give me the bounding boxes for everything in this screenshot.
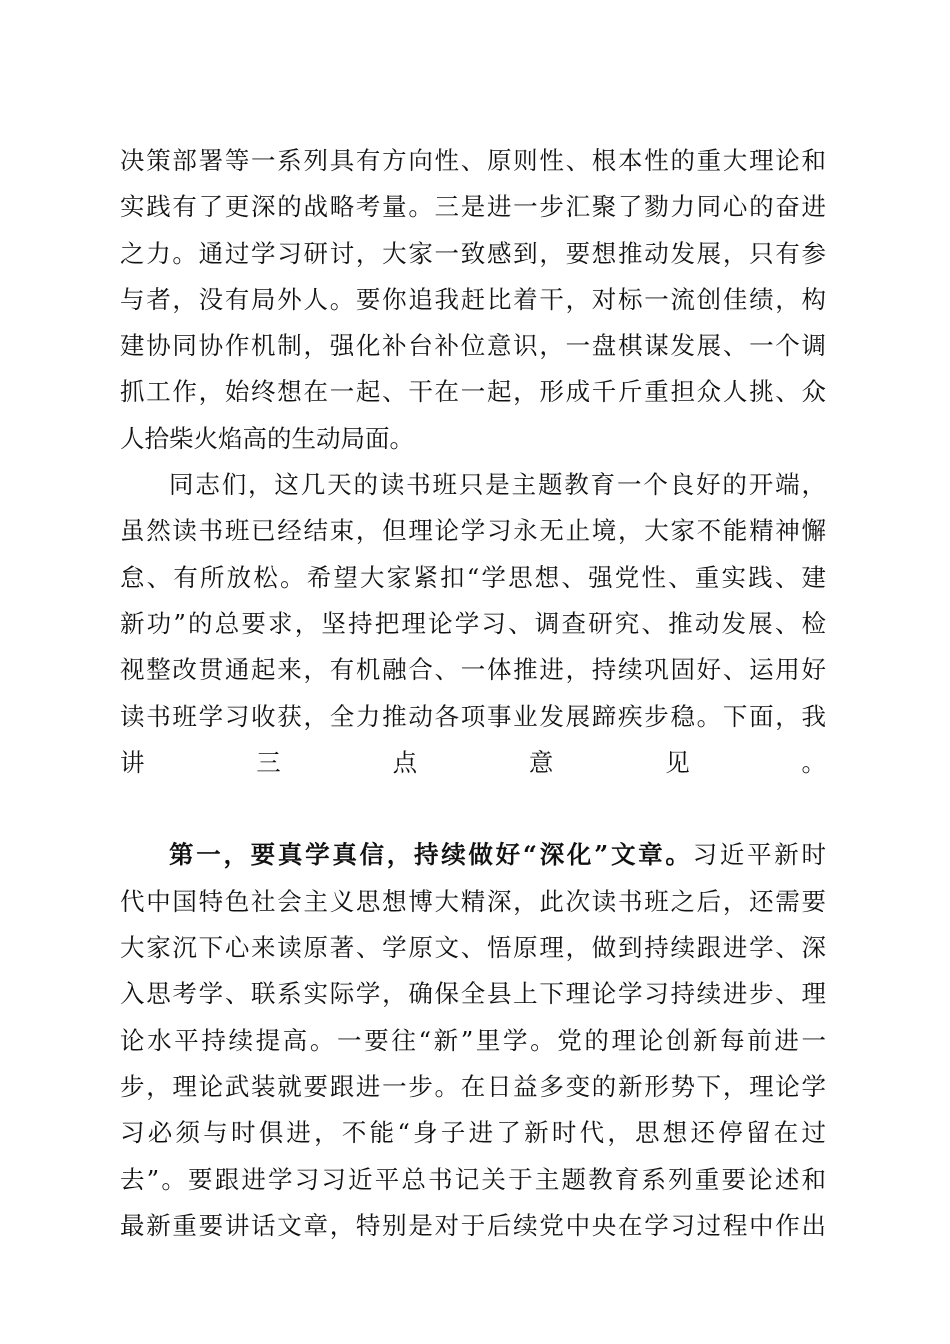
text-line: 视整改贯通起来，有机融合、一体推进，持续巩固好、运用好 <box>120 655 826 685</box>
text-line: 之力。通过学习研讨，大家一致感到，要想推动发展，只有参 <box>120 238 826 268</box>
text-line: 去”。要跟进学习习近平总书记关于主题教育系列重要论述和 <box>120 1164 826 1194</box>
text-line: 建协同协作机制，强化补台补位意识，一盘棋谋发展、一个调 <box>120 331 826 361</box>
text-line: 实践有了更深的战略考量。三是进一步汇聚了勠力同心的奋进 <box>120 192 826 222</box>
text-line: 习必须与时俱进，不能“身子进了新时代，思想还停留在过 <box>120 1118 826 1148</box>
paragraph-2 <box>120 462 826 832</box>
text-line: 步，理论武装就要跟进一步。在日益多变的新形势下，理论学 <box>120 1071 826 1101</box>
section-heading: 第一，要真学真信，持续做好“深化”文章。 <box>169 840 693 870</box>
text-line: 代中国特色社会主义思想博大精深，此次读书班之后，还需要 <box>120 886 826 916</box>
text-line: 人拾柴火焰高的生动局面。 <box>120 423 414 453</box>
text-line: 大家沉下心来读原著、学原文、悟原理，做到持续跟进学、深 <box>120 933 826 963</box>
text-line: 决策部署等一系列具有方向性、原则性、根本性的重大理论和 <box>120 146 826 175</box>
text-line <box>120 832 826 878</box>
text-line: 同志们，这几天的读书班只是主题教育一个良好的开端， <box>169 470 826 500</box>
paragraph-3 <box>120 832 826 1249</box>
text-line: 与者，没有局外人。要你追我赶比着干，对标一流创佳绩，构 <box>120 284 826 314</box>
document-body <box>120 138 826 1249</box>
text-line: 虽然读书班已经结束，但理论学习永无止境，大家不能精神懈 <box>120 516 826 546</box>
paragraph-1 <box>120 138 826 462</box>
text-line: 论水平持续提高。一要往“新”里学。党的理论创新每前进一 <box>120 1025 826 1055</box>
text-line: 抓工作，始终想在一起、干在一起，形成千斤重担众人挑、众 <box>120 377 826 407</box>
text-line: 读书班学习收获，全力推动各项事业发展蹄疾步稳。下面，我 <box>120 701 826 731</box>
text-line: 怠、有所放松。希望大家紧扣“学思想、强党性、重实践、建 <box>120 562 826 592</box>
text-line: 新功”的总要求，坚持把理论学习、调查研究、推动发展、检 <box>120 608 826 638</box>
text-line <box>120 786 826 832</box>
text-line: 入思考学、联系实际学，确保全县上下理论学习持续进步、理 <box>120 979 826 1009</box>
text-line: 讲三点意见。 <box>120 747 826 777</box>
heading-line-rest: 习近平新时 <box>692 840 827 870</box>
text-line: 最新重要讲话文章，特别是对于后续党中央在学习过程中作出 <box>120 1210 826 1240</box>
